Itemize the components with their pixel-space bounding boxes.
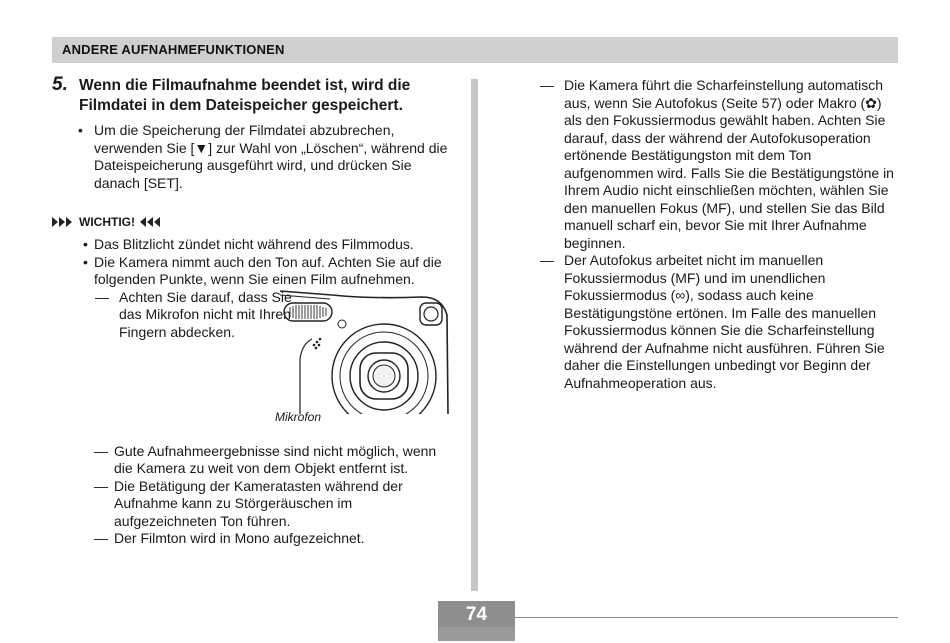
left-dash-text: Gute Aufnahmeergebnisse sind nicht möglich, wenn die Kamera zu weit von dem Objekt entfernt ist. [114, 442, 437, 476]
important-label: WICHTIG! [79, 215, 135, 229]
left-dash-text: Die Betätigung der Kameratasten während der Aufnahme kann zu Störgeräuschen im aufgezeichneten Ton führen. [114, 477, 403, 529]
important-bullet-2 [52, 254, 452, 289]
arrows-left-icon [140, 216, 162, 228]
step-text: Wenn die Filmaufnahme beendet ist, wird die Filmdatei in dem Dateispeicher gespeichert. [79, 77, 411, 114]
microphone-caption: Mikrofon [275, 409, 322, 424]
bullet-marker: • [83, 253, 88, 270]
section-title: ANDERE AUFNAHMEFUNKTIONEN [62, 42, 285, 57]
important-heading [52, 212, 452, 232]
left-column [52, 76, 452, 548]
column-divider [471, 79, 478, 591]
bullet-marker: • [78, 122, 83, 138]
important-bullet-1 [52, 236, 452, 254]
mic-note-text: Achten Sie darauf, dass Sie das Mikrofon nicht mit Ihren Fingern abdecken. [119, 288, 292, 340]
important-bullet-2-text: Die Kamera nimmt auch den Ton auf. Achten Sie auf die folgenden Punkte, wenn Sie einen Film aufnehmen. [94, 253, 442, 287]
bullet-marker: • [83, 236, 88, 252]
camera-microphone-illustration [272, 289, 452, 414]
dash-marker: — [94, 477, 108, 494]
left-dash-item [52, 478, 452, 531]
left-dash-list [52, 443, 452, 548]
dash-marker: — [95, 288, 109, 305]
page-number-box [438, 601, 515, 641]
right-dash-text: Der Autofokus arbeitet nicht im manuellen Fokussiermodus (MF) und im unendlichen Fokussiermodus (∞), sodass auch keine Bestätigungstöne ertönen. Im Falle des manuellen Fokussiermodus können Sie die Scharfeinstellung während der Aufnahme nicht ausführen. Führen Sie daher die Einstellungen unbedingt vor Beginn der Aufnahmeoperation aus. [564, 252, 885, 391]
important-bullet-1-text: Das Blitzlicht zündet nicht während des Filmmodus. [94, 236, 414, 252]
left-dash-text: Der Filmton wird in Mono aufgezeichnet. [114, 530, 365, 546]
step-number: 5. [52, 74, 68, 95]
step-5 [52, 76, 452, 116]
dash-marker: — [540, 77, 554, 93]
right-dash-item [540, 252, 900, 392]
dash-marker: — [94, 530, 108, 546]
left-dash-item [52, 530, 452, 548]
left-dash-item [52, 443, 452, 478]
right-column [540, 77, 900, 392]
step-bullet-text: Um die Speicherung der Filmdatei abzubrechen, verwenden Sie [▼] zur Wahl von „Löschen“, während die Dateispeicherung ausgeführt wird, und drücken Sie danach [SET]. [94, 122, 448, 191]
section-header-bar [52, 37, 898, 63]
right-dash-item [540, 77, 900, 252]
footer-rule [478, 617, 898, 618]
dash-marker: — [94, 442, 108, 459]
right-dash-text: Die Kamera führt die Scharfeinstellung automatisch aus, wenn Sie Autofokus (Seite 57) oder Makro (✿) als den Fokussiermodus gewählt haben. Achten Sie darauf, dass der während der Autofokusoperation ertönende Bestätigungston mit dem Ton aufgenommen wird. Falls Sie die Bestätigungstöne in Ihrem Audio nicht einschließen möchten, wählen Sie den manuellen Fokus (MF), und stellen Sie das Bild manuell scharf ein, bevor Sie mit Ihrer Aufnahme beginnen. [564, 77, 894, 251]
step-bullet [52, 122, 452, 192]
microphone-note-block [52, 289, 452, 429]
arrows-right-icon [52, 216, 74, 228]
page-number: 74 [465, 604, 488, 625]
dash-marker: — [540, 252, 554, 268]
